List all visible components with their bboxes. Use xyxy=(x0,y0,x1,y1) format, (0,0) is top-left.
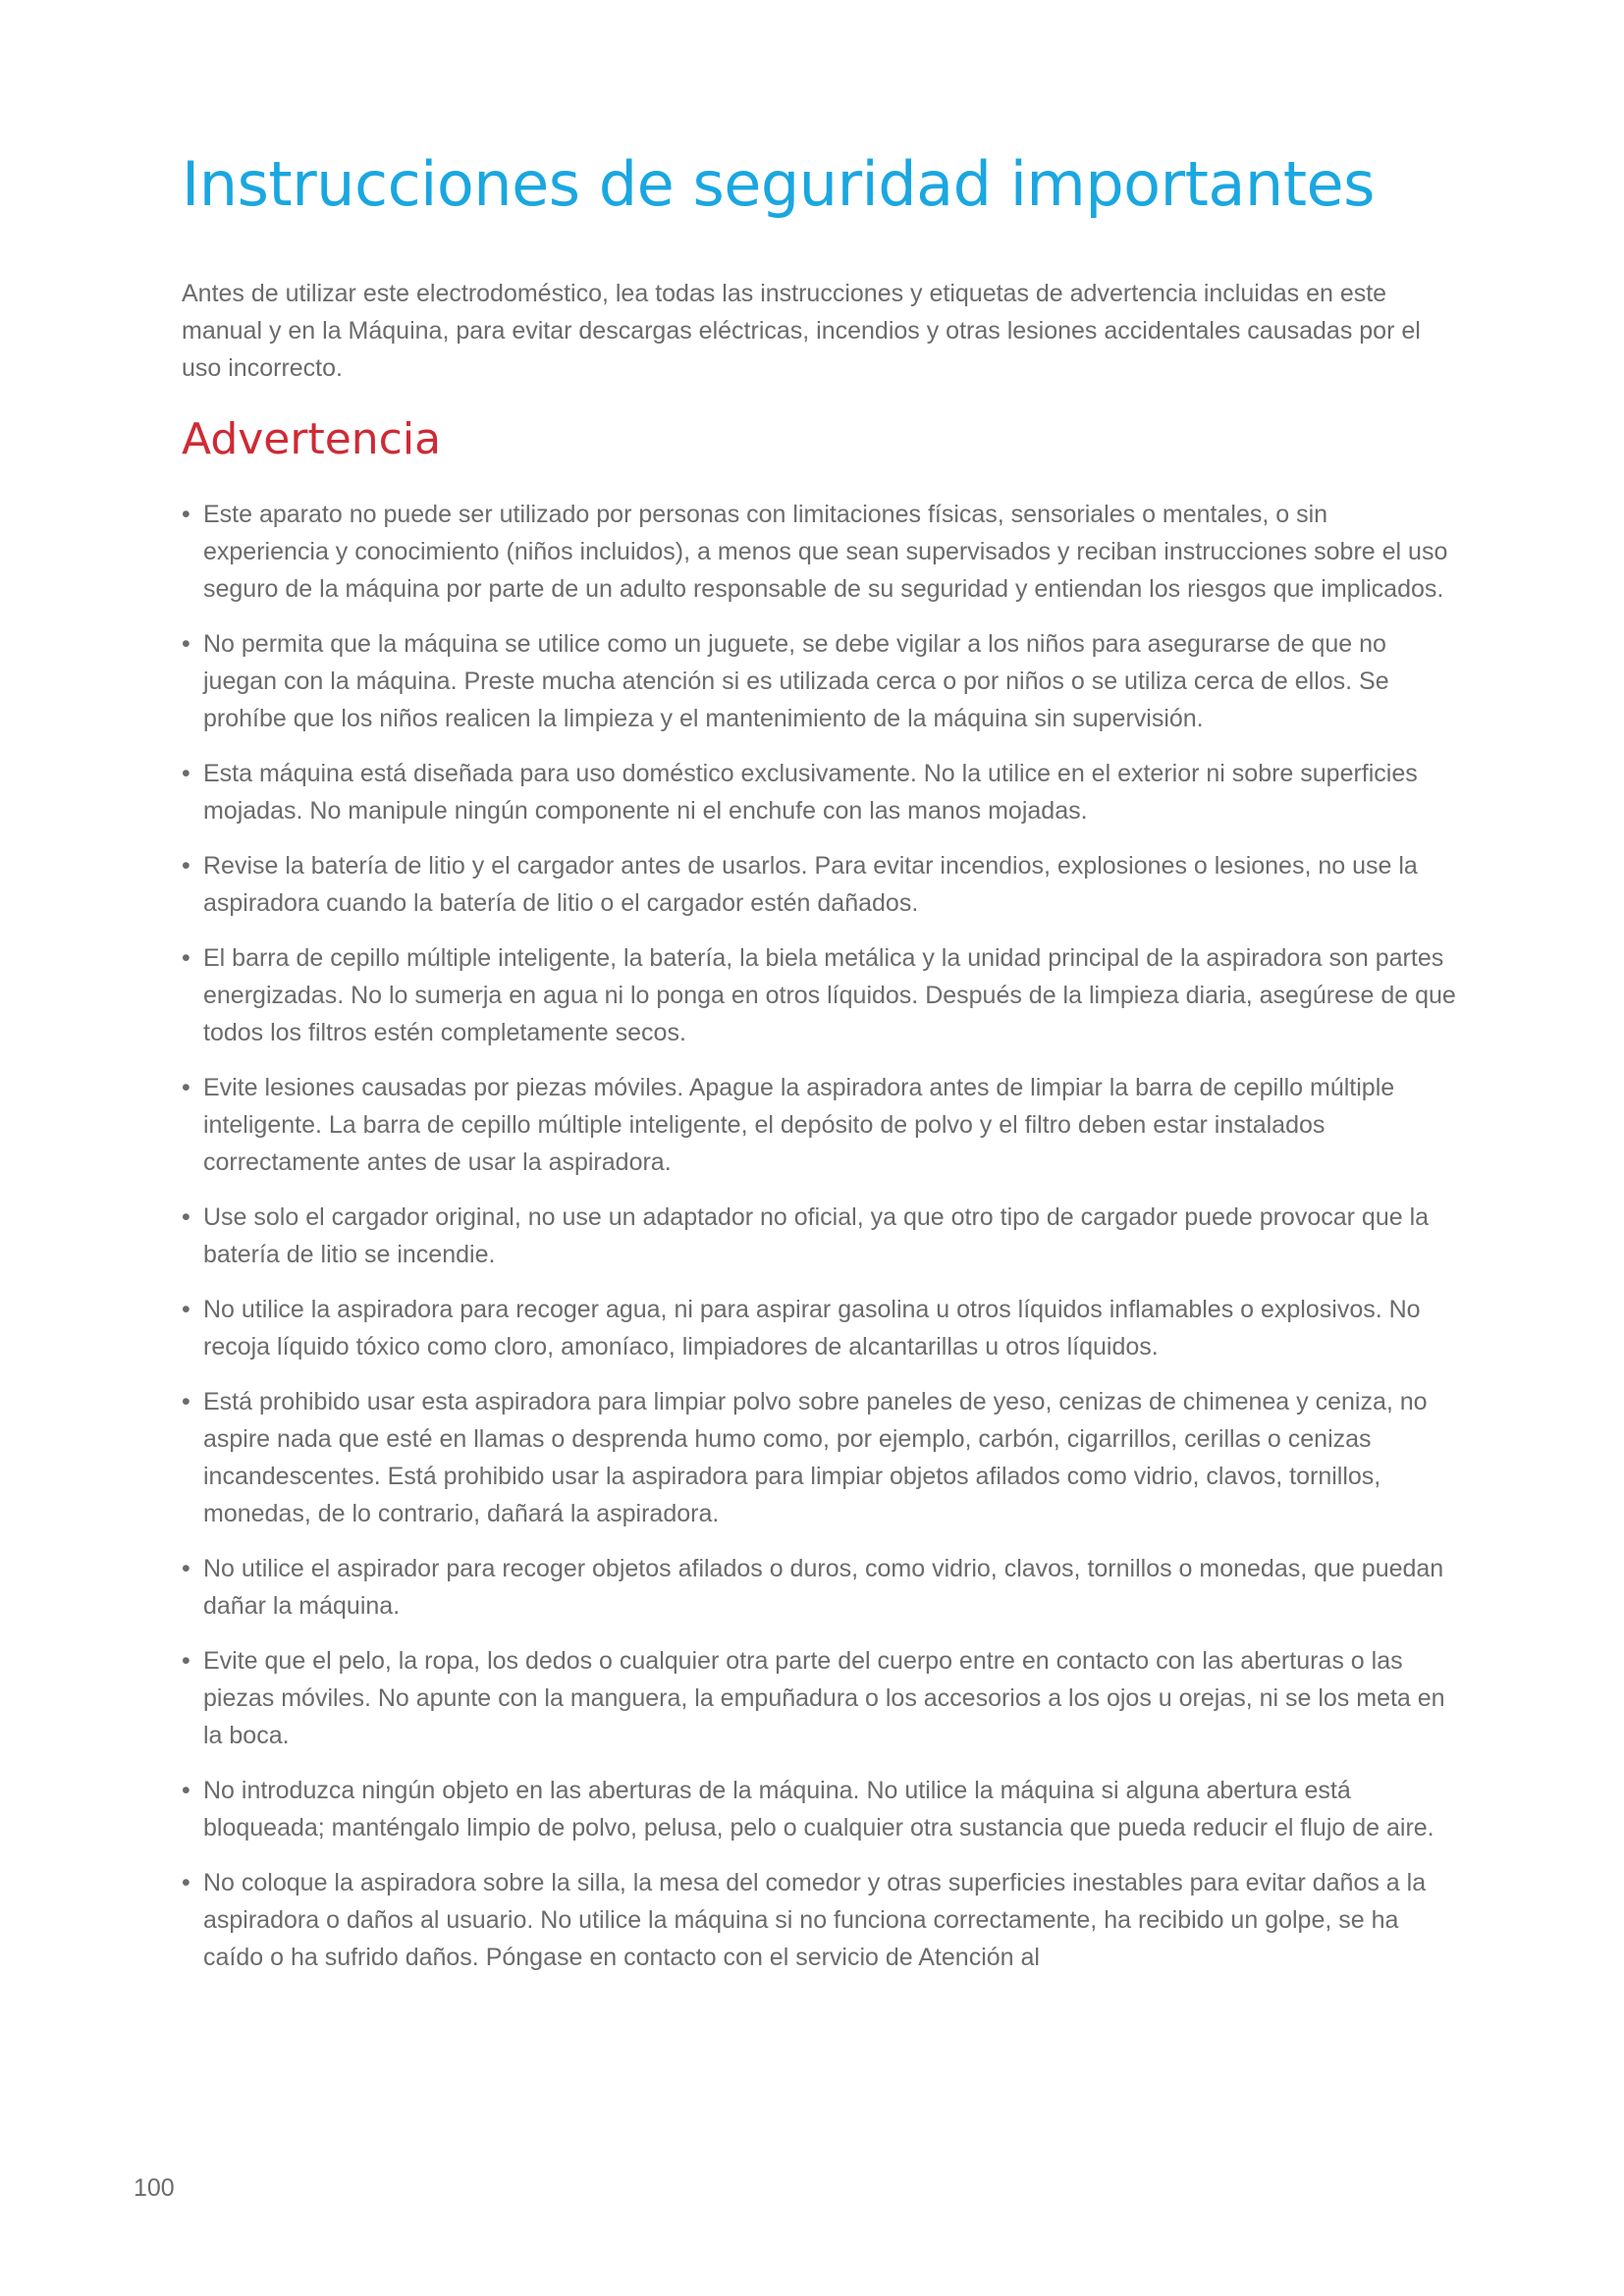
section-heading-warning: Advertencia xyxy=(182,414,442,464)
intro-paragraph: Antes de utilizar este electrodoméstico, lea todas las instrucciones y etiquetas de advertencia incluidas en este manual y en la Máquina, para evitar descargas eléctricas, incendios y otras lesiones accidentales causadas por el uso incorrecto. xyxy=(182,280,1421,382)
warning-item xyxy=(182,847,1458,922)
bullet-icon: • xyxy=(182,1203,190,1231)
bullet-icon: • xyxy=(182,1555,190,1582)
warning-item xyxy=(182,1291,1458,1365)
bullet-icon: • xyxy=(182,1388,190,1415)
warning-text: No introduzca ningún objeto en las aberturas de la máquina. No utilice la máquina si alguna abertura está bloqueada; manténgalo limpio de polvo, pelusa, pelo o cualquier otra sustancia que pueda reducir el flujo de aire. xyxy=(203,1777,1435,1842)
warning-list xyxy=(182,496,1458,1994)
warning-item xyxy=(182,755,1458,829)
bullet-icon: • xyxy=(182,1296,190,1323)
bullet-icon: • xyxy=(182,944,190,972)
bullet-icon: • xyxy=(182,760,190,787)
warning-item xyxy=(182,625,1458,737)
bullet-icon: • xyxy=(182,501,190,528)
page-number: 100 xyxy=(134,2174,175,2202)
warning-item xyxy=(182,1772,1458,1846)
warning-item xyxy=(182,1642,1458,1754)
bullet-icon: • xyxy=(182,1777,190,1804)
warning-item xyxy=(182,1199,1458,1273)
bullet-icon: • xyxy=(182,1869,190,1896)
warning-item xyxy=(182,1383,1458,1532)
bullet-icon: • xyxy=(182,1074,190,1101)
warning-text: Revise la batería de litio y el cargador antes de usarlos. Para evitar incendios, explosiones o lesiones, no use la aspiradora cuando la batería de litio o el cargador estén dañados. xyxy=(203,852,1418,917)
warning-text: Use solo el cargador original, no use un adaptador no oficial, ya que otro tipo de cargador puede provocar que la batería de litio se incendie. xyxy=(203,1203,1430,1268)
warning-text: Evite lesiones causadas por piezas móviles. Apague la aspiradora antes de limpiar la barra de cepillo múltiple inteligente. La barra de cepillo múltiple inteligente, el depósito de polvo y el filtro deben estar instalados correctamente antes de usar la aspiradora. xyxy=(203,1074,1395,1176)
warning-item xyxy=(182,1864,1458,1976)
bullet-icon: • xyxy=(182,630,190,658)
bullet-icon: • xyxy=(182,852,190,880)
bullet-icon: • xyxy=(182,1647,190,1675)
warning-text: No permita que la máquina se utilice como un juguete, se debe vigilar a los niños para asegurarse de que no juegan con la máquina. Preste mucha atención si es utilizada cerca o por niños o se utiliza cerca de ellos. Se prohíbe que los niños realicen la limpieza y el mantenimiento de la máquina sin supervisión. xyxy=(203,630,1389,732)
warning-text: Esta máquina está diseñada para uso doméstico exclusivamente. No la utilice en el exterior ni sobre superficies mojadas. No manipule ningún componente ni el enchufe con las manos mojadas. xyxy=(203,760,1418,825)
warning-text: No utilice el aspirador para recoger objetos afilados o duros, como vidrio, clavos, tornillos o monedas, que puedan dañar la máquina. xyxy=(203,1555,1444,1620)
warning-text: El barra de cepillo múltiple inteligente, la batería, la biela metálica y la unidad principal de la aspiradora son partes energizadas. No lo sumerja en agua ni lo ponga en otros líquidos. Después de la limpieza diaria, asegúrese de que todos los filtros estén completamente secos. xyxy=(203,944,1456,1046)
warning-text: Este aparato no puede ser utilizado por personas con limitaciones físicas, sensoriales o mentales, o sin experiencia y conocimiento (niños incluidos), a menos que sean supervisados y reciban instrucciones sobre el uso seguro de la máquina por parte de un adulto responsable de su seguridad y entiendan los riesgos que implicados. xyxy=(203,501,1448,603)
warning-item xyxy=(182,496,1458,608)
warning-item xyxy=(182,939,1458,1051)
warning-text: No utilice la aspiradora para recoger agua, ni para aspirar gasolina u otros líquidos inflamables o explosivos. No recoja líquido tóxico como cloro, amoníaco, limpiadores de alcantarillas u otros líquidos. xyxy=(203,1296,1421,1361)
warning-text: No coloque la aspiradora sobre la silla, la mesa del comedor y otras superficies inestables para evitar daños a la aspiradora o daños al usuario. No utilice la máquina si no funciona correctamente, ha recibido un golpe, se ha caído o ha sufrido daños. Póngase en contacto con el servicio de Atención al xyxy=(203,1869,1427,1971)
page-title: Instrucciones de seguridad importantes xyxy=(182,148,1375,220)
warning-item xyxy=(182,1550,1458,1625)
warning-item xyxy=(182,1069,1458,1181)
warning-text: Evite que el pelo, la ropa, los dedos o cualquier otra parte del cuerpo entre en contacto con las aberturas o las piezas móviles. No apunte con la manguera, la empuñadura o los accesorios a los ojos u orejas, ni se los meta en la boca. xyxy=(203,1647,1445,1749)
warning-text: Está prohibido usar esta aspiradora para limpiar polvo sobre paneles de yeso, cenizas de chimenea y ceniza, no aspire nada que esté en llamas o desprenda humo como, por ejemplo, carbón, cigarrillos, cerillas o cenizas incandescentes. Está prohibido usar la aspiradora para limpiar objetos afilados como vidrio, clavos, tornillos, monedas, de lo contrario, dañará la aspiradora. xyxy=(203,1388,1428,1527)
